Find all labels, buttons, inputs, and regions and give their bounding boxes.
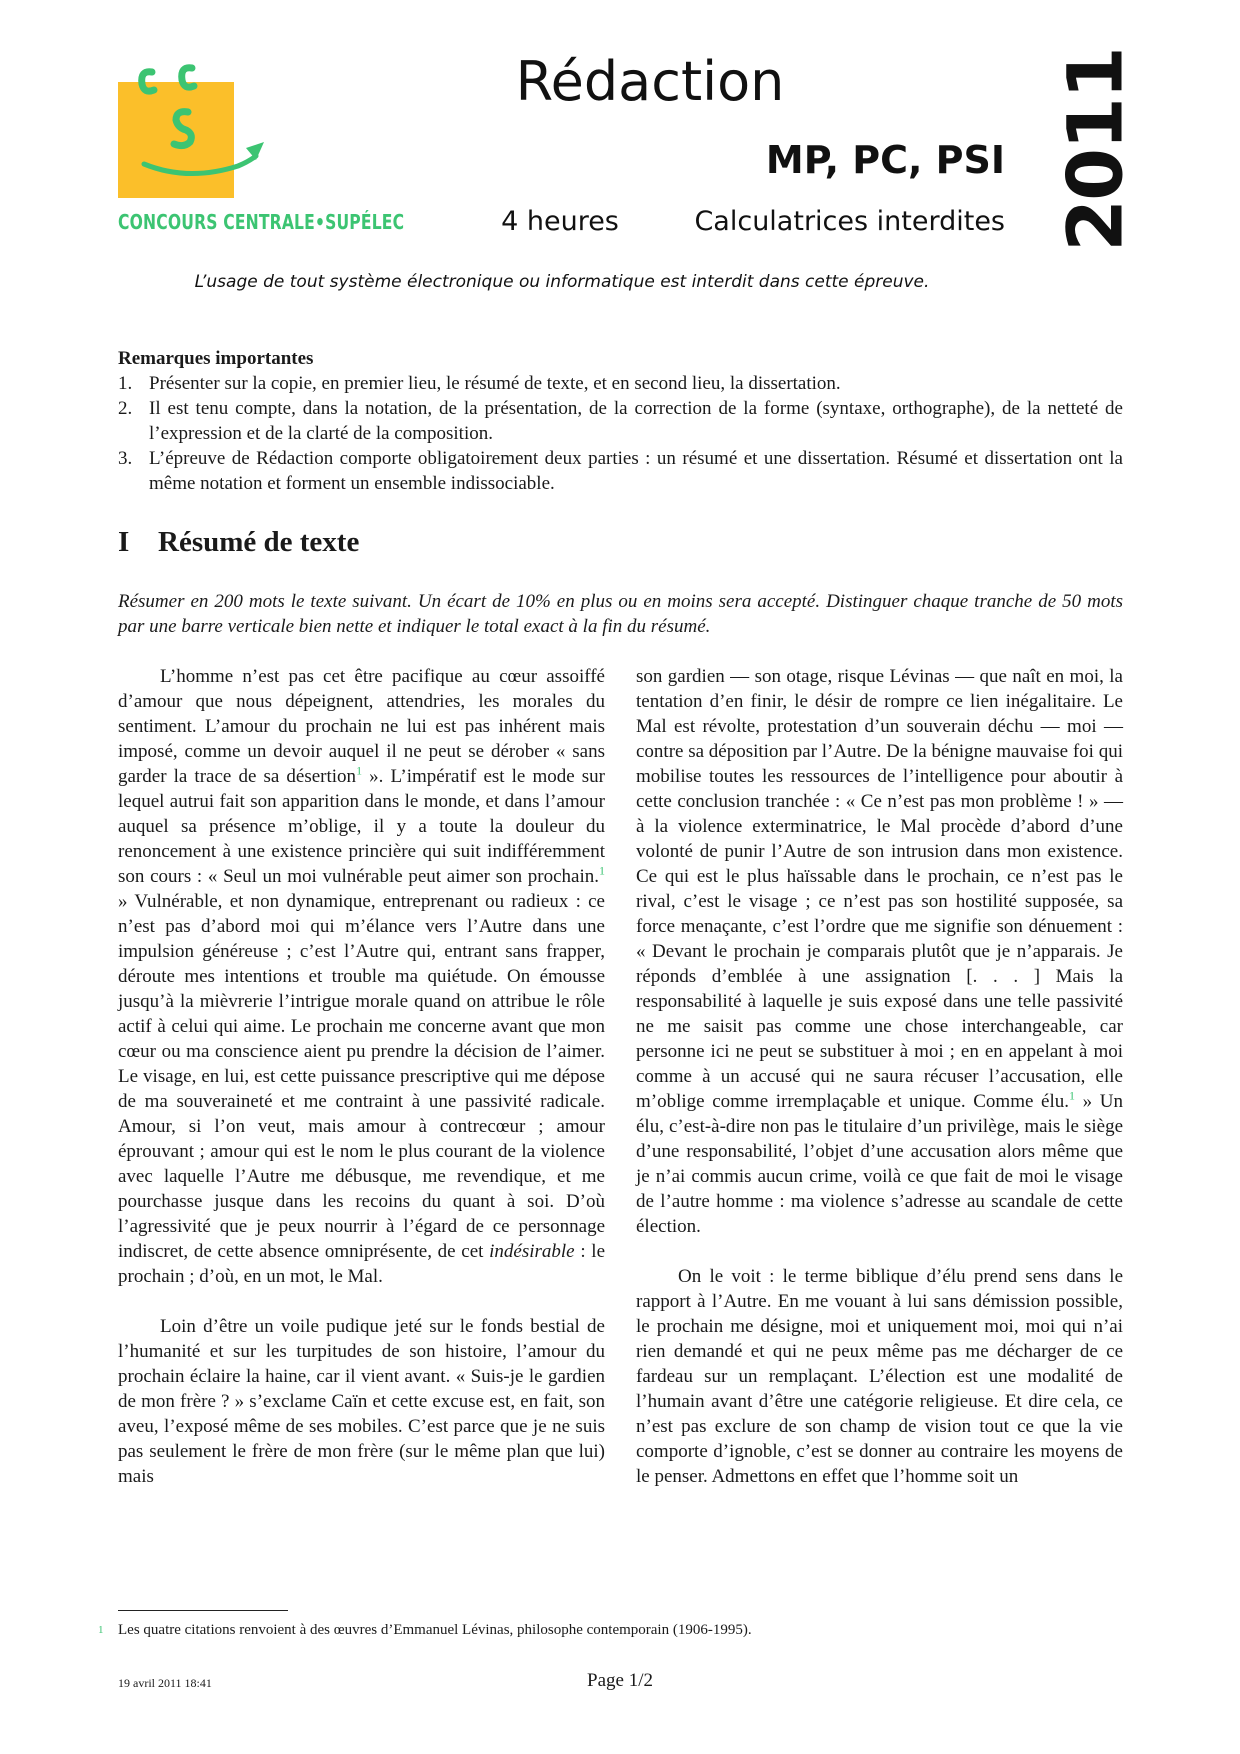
remarques-block [118,346,1123,496]
text-paragraph-3: On le voit : le terme biblique d’élu prend sens dans le rapport à l’Autre. En me vouant à lui sans démission possible, le prochain me désigne, moi et uniquement moi, moi qui n’ai rien demandé et qui ne peux même pas me décharger de ce fardeau sur un remplaçant. L’élection est une modalité de l’humain avant d’être une catégorie religieuse. Et dire cela, ce n’est pas exclure de son champ de vision tout ce que la vie comporte d’ignoble, c’est se donner au contraire les moyens de le penser. Admettons en effet que l’homme soit un [636,1266,1123,1487]
footnote-ref: 1 [1069,1088,1076,1103]
text-column-right [636,664,1123,1489]
section-title: Résumé de texte [158,526,360,558]
remarque-number: 3. [118,448,133,469]
text-paragraph-2: Loin d’être un voile pudique jeté sur le fonds bestial de l’humanité et sur les turpitudes de son histoire, l’amour du prochain éclaire la haine, car il vient avant. « Suis-je le gardien de mon frère ? » s’exclame Caïn et cette excuse est, en fait, son aveu, l’exposé même de ses mobiles. C’est parce que je ne suis pas seulement le frère de mon frère (sur le même plan que lui) mais [118,1316,605,1487]
footnote-ref: 1 [599,863,605,878]
footnote [98,1620,1118,1640]
paragraph-text: : le prochain ; d’où, en un mot, le Mal. [118,1241,605,1287]
text-column-left [118,664,605,1489]
remarque-item [118,396,1123,446]
summary-instruction: Résumer en 200 mots le texte suivant. Un écart de 10% en plus ou en moins sera accepté. Distinguer chaque tranche de 50 mots par une barre verticale bien nette et indiquer le total exact à la fin du résumé. [118,591,1123,637]
remarque-text: Il est tenu compte, dans la notation, de la présentation, de la correction de la forme (syntaxe, orthographe), de la netteté de l’expression et de la clarté de la composition. [149,398,1123,444]
logo-ccs-mark-icon [118,60,394,210]
page-number: Page 1/2 [587,1670,653,1691]
remarque-text: Présenter sur la copie, en premier lieu, le résumé de texte, et en second lieu, la dissertation. [149,373,841,394]
footnote-rule [118,1610,288,1611]
calculators-label: Calculatrices interdites [694,206,1005,237]
duration-label: 4 heures [501,206,619,237]
section-heading [118,526,359,559]
footer-date: 19 avril 2011 18:41 [118,1676,212,1690]
filieres-label: MP, PC, PSI [765,138,1005,182]
remarque-item [118,371,1123,396]
paragraph-text: » Un élu, c’est-à-dire non pas le titulaire d’un privilège, mais le siège d’une responsabilité, l’objet d’une accusation alors même que je n’ai commis aucun crime, voilà ce que fait de moi le visage de l’autre homme : ma violence s’adresse au scandale de cette élection. [636,1091,1123,1237]
footnote-text: Les quatre citations renvoient à des œuvres d’Emmanuel Lévinas, philosophe contemporain (1906-1995). [118,1622,752,1638]
electronics-notice: L’usage de tout système électronique ou informatique est interdit dans cette épreuve. [194,272,930,292]
text-paragraph-1 [118,664,605,1289]
footnote-ref: 1 [356,763,363,778]
paragraph-text: ». L’impératif est le mode sur lequel autrui fait son apparition dans le monde, et dans l’amour auquel sa présence m’oblige, il y a toute la douleur du renoncement à une existence princière qui suit indifféremment son cours : « Seul un moi vulnérable peut aimer son prochain. [118,766,606,887]
paragraph-text: son gardien — son otage, risque Lévinas — que naît en moi, la tentation d’en finir, le désir de rompre ce lien inégalitaire. Le Mal est révolte, protestation d’un souverain déchu — moi — contre sa déposition par l’Autre. De la bénigne mauvaise foi qui mobilise toutes les ressources de l’intelligence pour aboutir à cette conclusion tranchée : « Ce n’est pas mon problème ! » — à la violence exterminatrice, le Mal procède d’abord d’une volonté de punir l’Autre de son intrusion dans mon existence. Ce qui est le plus haïssable dans le prochain, ce n’est pas le rival, c’est le visage ; ce n’est pas son hostilité supposée, sa force menaçante, c’est l’ordre que me signifie son dénuement : « Devant le prochain je comparais plutôt que je n’apparais. Je réponds d’emblée à une assignation [. . . ] Mais la responsabilité à laquelle je suis exposé dans une telle passivité ne me saisit pas comme une chose interchangeable, car personne ici ne peut se substituer à moi ; en en appelant à moi comme à un accusé qui ne saura récuser l’accusation, elle m’oblige comme irremplaçable et unique. Comme élu. [636,666,1123,1112]
remarque-text: L’épreuve de Rédaction comporte obligatoirement deux parties : un résumé et une dissertation. Résumé et dissertation ont la même notation et forment un ensemble indissociable. [149,448,1123,494]
remarques-title: Remarques importantes [118,348,314,369]
year-vertical [1050,48,1140,252]
footnote-mark: 1 [98,1624,104,1636]
section-number: I [118,526,130,558]
remarque-number: 1. [118,373,133,394]
emphasis-word: indésirable [489,1241,575,1262]
text-paragraph-2-continued [636,664,1123,1239]
logo-text: CONCOURS CENTRALE•SUPÉLEC [118,210,405,234]
paragraph-text: » Vulnérable, et non dynamique, entreprenant ou radieux : ce n’est pas d’abord moi qui m’élance vers l’Autre dans une impulsion généreuse ; c’est l’Autre qui, entrant sans frapper, déroute mes intentions et trouble ma quiétude. On émousse jusqu’à la mièvrerie l’intrigue morale quand on attribue le rôle actif à celui qui aime. Le prochain me concerne avant que mon cœur ou ma conscience aient pu prendre la décision de l’aimer. Le visage, en lui, est cette puissance prescriptive qui me dépose de ma souveraineté et me contraint à une passivité radicale. Amour, si l’on veut, mais amour à contrecœur ; amour éprouvant ; amour qui est le nom le plus courant de la violence avec laquelle l’Autre me débusque, me revendique, et me pourchasse jusque dans les recoins du quant à soi. D’où l’agressivité que je peux nourrir à l’égard de ce personnage indiscret, de cette absence omniprésente, de cet [118,891,605,1262]
concours-logo [118,60,405,242]
exam-title: Rédaction [515,50,785,113]
remarques-list [118,371,1123,496]
year-label: 2011 [1050,48,1140,252]
paragraph-text: L’homme n’est pas cet être pacifique au cœur assoiffé d’amour que nous dépeignent, attendries, les morales du sentiment. L’amour du prochain ne lui est pas inhérent mais imposé, comme un devoir auquel il ne peut se dérober « sans garder la trace de sa désertion [118,666,605,787]
remarque-number: 2. [118,398,133,419]
remarque-item [118,446,1123,496]
